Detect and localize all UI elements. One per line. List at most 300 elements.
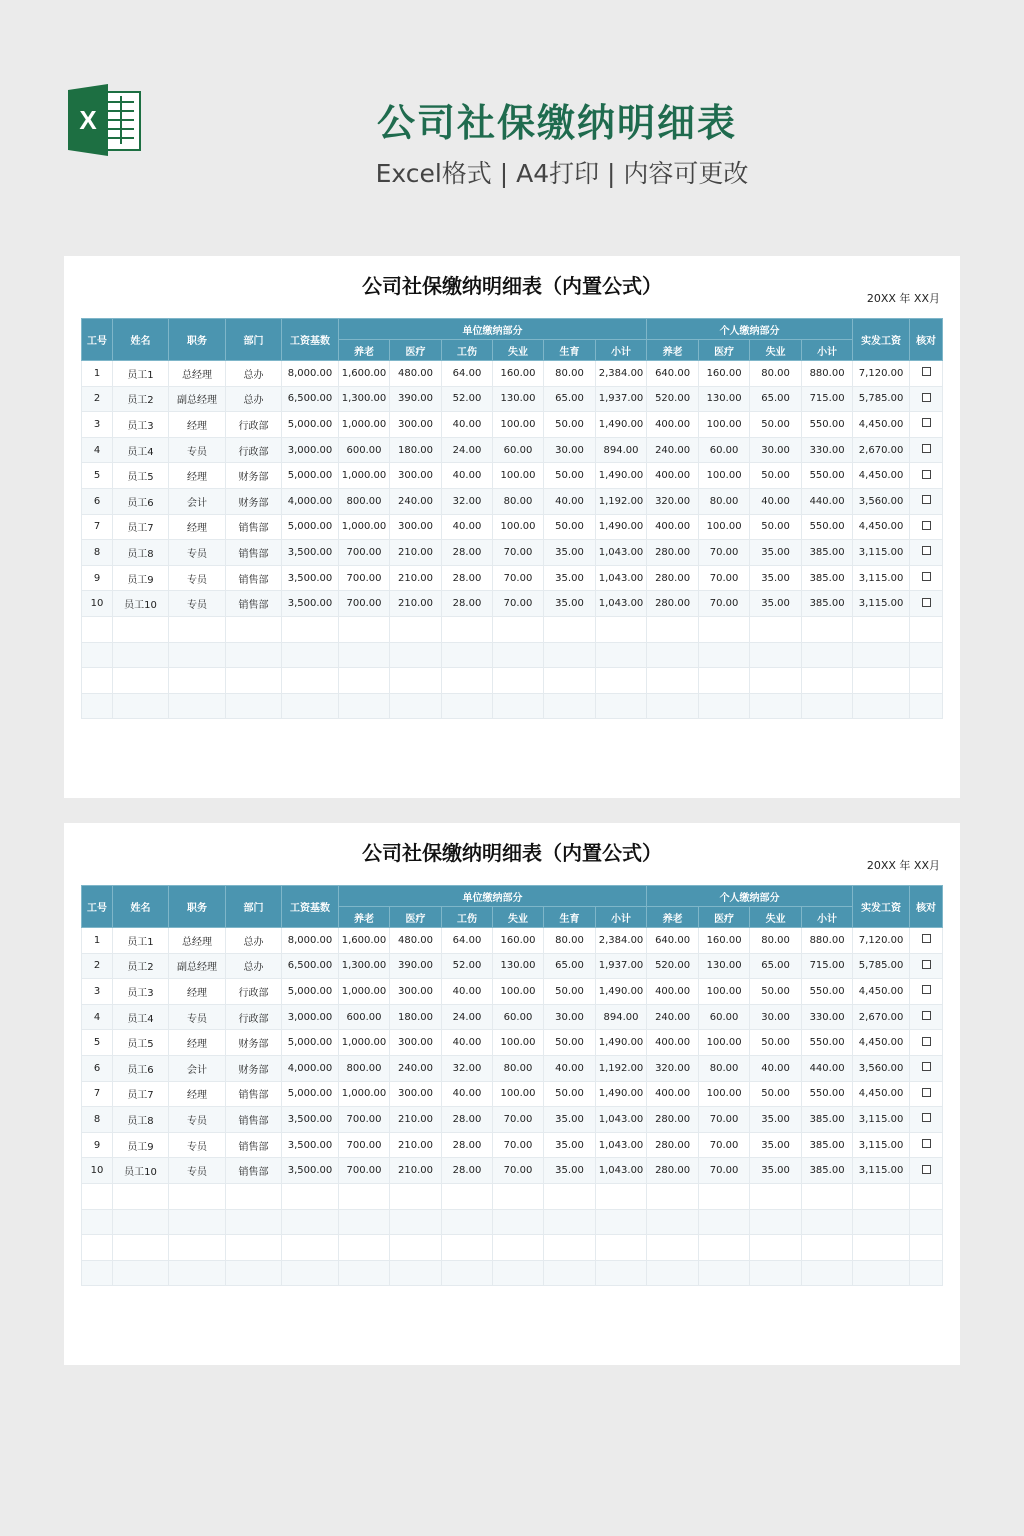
empty-cell: [699, 1235, 750, 1261]
table-cell: 行政部: [226, 412, 282, 438]
empty-cell: [596, 1235, 647, 1261]
table-cell: 40.00: [544, 1055, 596, 1081]
table-cell: 财务部: [226, 1055, 282, 1081]
empty-cell: [750, 1209, 802, 1235]
empty-cell: [390, 1235, 442, 1261]
table-row: [82, 1030, 943, 1056]
check-cell: [910, 1055, 943, 1081]
table-row: [82, 1107, 943, 1133]
table-cell: 副总经理: [169, 386, 226, 412]
table-cell: 160.00: [699, 928, 750, 954]
checkbox-icon[interactable]: [922, 934, 931, 943]
empty-cell: [282, 693, 339, 719]
table-cell: 35.00: [544, 1132, 596, 1158]
col-header-check: 核对: [910, 886, 943, 928]
table-row: [82, 386, 943, 412]
table-cell: 800.00: [339, 488, 390, 514]
table-cell: 400.00: [647, 1030, 699, 1056]
empty-cell: [853, 693, 910, 719]
empty-cell: [493, 693, 544, 719]
checkbox-icon[interactable]: [922, 1139, 931, 1148]
table-cell: 35.00: [750, 591, 802, 617]
empty-cell: [390, 1209, 442, 1235]
empty-cell: [339, 1260, 390, 1286]
checkbox-icon[interactable]: [922, 1113, 931, 1122]
table-cell: 10: [82, 591, 113, 617]
table-cell: 3,500.00: [282, 591, 339, 617]
table-cell: 1,490.00: [596, 463, 647, 489]
table-cell: 1,937.00: [596, 953, 647, 979]
table-cell: 100.00: [493, 1081, 544, 1107]
empty-cell: [596, 1260, 647, 1286]
empty-cell: [544, 616, 596, 642]
table-cell: 员工9: [113, 1132, 169, 1158]
empty-cell: [750, 693, 802, 719]
check-cell: [910, 412, 943, 438]
empty-cell: [493, 1209, 544, 1235]
table-cell: 会计: [169, 1055, 226, 1081]
table-cell: 320.00: [647, 488, 699, 514]
table-cell: 700.00: [339, 1132, 390, 1158]
empty-cell: [113, 668, 169, 694]
empty-cell: [699, 1260, 750, 1286]
checkbox-icon[interactable]: [922, 521, 931, 530]
table-cell: 65.00: [544, 953, 596, 979]
excel-logo-letter: X: [79, 105, 97, 135]
table-cell: 210.00: [390, 1107, 442, 1133]
empty-cell: [699, 1183, 750, 1209]
empty-cell: [442, 693, 493, 719]
table-row: [82, 1055, 943, 1081]
table-cell: 280.00: [647, 1107, 699, 1133]
table-cell: 4,450.00: [853, 514, 910, 540]
check-cell: [910, 1030, 943, 1056]
table-cell: 2: [82, 953, 113, 979]
empty-cell: [82, 642, 113, 668]
checkbox-icon[interactable]: [922, 470, 931, 479]
empty-cell: [282, 1209, 339, 1235]
table-cell: 40.00: [442, 979, 493, 1005]
table-cell: 385.00: [802, 540, 853, 566]
table-cell: 1,000.00: [339, 1081, 390, 1107]
table-cell: 50.00: [750, 463, 802, 489]
table-cell: 员工3: [113, 979, 169, 1005]
table-cell: 总办: [226, 953, 282, 979]
table-cell: 销售部: [226, 540, 282, 566]
checkbox-icon[interactable]: [922, 1165, 931, 1174]
empty-cell: [113, 616, 169, 642]
table-cell: 1,000.00: [339, 979, 390, 1005]
check-cell: [910, 591, 943, 617]
table-cell: 240.00: [390, 488, 442, 514]
table-cell: 280.00: [647, 1158, 699, 1184]
table-cell: 员工6: [113, 488, 169, 514]
empty-cell: [493, 642, 544, 668]
table-row: [82, 979, 943, 1005]
empty-cell: [390, 1183, 442, 1209]
table-cell: 130.00: [699, 953, 750, 979]
table-cell: 副总经理: [169, 953, 226, 979]
table-cell: 80.00: [750, 361, 802, 387]
table-cell: 2,384.00: [596, 928, 647, 954]
table-cell: 60.00: [493, 1004, 544, 1030]
table-cell: 3,500.00: [282, 565, 339, 591]
table-cell: 400.00: [647, 412, 699, 438]
table-cell: 400.00: [647, 463, 699, 489]
table-cell: 550.00: [802, 979, 853, 1005]
table-row: [82, 1004, 943, 1030]
table-cell: 715.00: [802, 386, 853, 412]
checkbox-icon[interactable]: [922, 572, 931, 581]
checkbox-icon[interactable]: [922, 444, 931, 453]
table-cell: 销售部: [226, 514, 282, 540]
table-cell: 销售部: [226, 1132, 282, 1158]
table-cell: 700.00: [339, 565, 390, 591]
table-cell: 60.00: [493, 437, 544, 463]
empty-cell: [647, 668, 699, 694]
checkbox-icon[interactable]: [922, 393, 931, 402]
table-cell: 32.00: [442, 1055, 493, 1081]
check-cell: [910, 488, 943, 514]
check-cell: [910, 979, 943, 1005]
table-cell: 894.00: [596, 437, 647, 463]
table-cell: 100.00: [699, 979, 750, 1005]
table-cell: 52.00: [442, 386, 493, 412]
col-group-personal: 个人缴纳部分: [647, 319, 853, 340]
table-cell: 6,500.00: [282, 386, 339, 412]
table-cell: 1,490.00: [596, 412, 647, 438]
checkbox-icon[interactable]: [922, 546, 931, 555]
table-cell: 28.00: [442, 1107, 493, 1133]
table-cell: 100.00: [699, 514, 750, 540]
empty-cell: [113, 1209, 169, 1235]
table-cell: 440.00: [802, 1055, 853, 1081]
col-header-net-pay: 实发工资: [853, 319, 910, 361]
table-cell: 100.00: [493, 412, 544, 438]
table-cell: 130.00: [493, 386, 544, 412]
empty-cell: [493, 1260, 544, 1286]
check-cell: [910, 386, 943, 412]
table-cell: 100.00: [493, 463, 544, 489]
table-cell: 70.00: [699, 540, 750, 566]
table-cell: 销售部: [226, 1081, 282, 1107]
empty-row: [82, 668, 943, 694]
empty-cell: [226, 1260, 282, 1286]
table-cell: 6,500.00: [282, 953, 339, 979]
table-cell: 8: [82, 540, 113, 566]
empty-cell: [169, 693, 226, 719]
table-cell: 员工4: [113, 437, 169, 463]
table-cell: 员工2: [113, 953, 169, 979]
table-cell: 5,000.00: [282, 412, 339, 438]
table-cell: 28.00: [442, 591, 493, 617]
table-cell: 30.00: [544, 1004, 596, 1030]
empty-cell: [853, 616, 910, 642]
empty-cell: [493, 668, 544, 694]
checkbox-icon[interactable]: [922, 1011, 931, 1020]
table-cell: 700.00: [339, 591, 390, 617]
empty-cell: [910, 1235, 943, 1261]
checkbox-icon[interactable]: [922, 495, 931, 504]
empty-cell: [226, 1209, 282, 1235]
empty-cell: [750, 616, 802, 642]
table-row: [82, 928, 943, 954]
table-cell: 64.00: [442, 928, 493, 954]
table-cell: 80.00: [750, 928, 802, 954]
table-cell: 210.00: [390, 565, 442, 591]
table-cell: 385.00: [802, 565, 853, 591]
table-cell: 7,120.00: [853, 361, 910, 387]
check-cell: [910, 540, 943, 566]
col-header-company-medical: 医疗: [390, 907, 442, 928]
table-row: [82, 437, 943, 463]
table-cell: 700.00: [339, 1107, 390, 1133]
col-header-id: 工号: [82, 886, 113, 928]
empty-cell: [596, 1209, 647, 1235]
table-cell: 32.00: [442, 488, 493, 514]
checkbox-icon[interactable]: [922, 367, 931, 376]
table-cell: 1,043.00: [596, 591, 647, 617]
table-cell: 4,000.00: [282, 488, 339, 514]
col-header-base: 工资基数: [282, 319, 339, 361]
table-cell: 60.00: [699, 1004, 750, 1030]
col-header-company-medical: 医疗: [390, 340, 442, 361]
table-cell: 1,000.00: [339, 463, 390, 489]
page-subtitle: Excel格式 | A4打印 | 内容可更改: [375, 159, 749, 188]
table-cell: 480.00: [390, 361, 442, 387]
table-cell: 10: [82, 1158, 113, 1184]
empty-cell: [82, 1260, 113, 1286]
empty-cell: [802, 616, 853, 642]
table-cell: 400.00: [647, 979, 699, 1005]
header: [0, 0, 1024, 240]
col-header-company-maternity: 生育: [544, 907, 596, 928]
table-cell: 550.00: [802, 412, 853, 438]
checkbox-icon[interactable]: [922, 1062, 931, 1071]
table-cell: 50.00: [544, 514, 596, 540]
table-cell: 160.00: [493, 928, 544, 954]
empty-cell: [390, 616, 442, 642]
empty-cell: [910, 668, 943, 694]
table-cell: 385.00: [802, 1158, 853, 1184]
table-cell: 600.00: [339, 1004, 390, 1030]
table-cell: 80.00: [699, 488, 750, 514]
table-cell: 240.00: [390, 1055, 442, 1081]
empty-cell: [699, 1209, 750, 1235]
table-cell: 70.00: [699, 1158, 750, 1184]
empty-cell: [750, 642, 802, 668]
table-cell: 经理: [169, 1081, 226, 1107]
table-cell: 员工9: [113, 565, 169, 591]
sheet-title: 公司社保缴纳明细表（内置公式）: [362, 274, 662, 298]
check-cell: [910, 1107, 943, 1133]
table-cell: 40.00: [442, 1030, 493, 1056]
empty-cell: [339, 1209, 390, 1235]
table-cell: 1: [82, 361, 113, 387]
table-cell: 300.00: [390, 979, 442, 1005]
empty-cell: [699, 693, 750, 719]
empty-cell: [282, 642, 339, 668]
empty-cell: [647, 642, 699, 668]
empty-row: [82, 1235, 943, 1261]
checkbox-icon[interactable]: [922, 985, 931, 994]
checkbox-icon[interactable]: [922, 960, 931, 969]
empty-cell: [802, 642, 853, 668]
table-cell: 财务部: [226, 463, 282, 489]
empty-cell: [390, 1260, 442, 1286]
table-cell: 50.00: [750, 514, 802, 540]
table-cell: 320.00: [647, 1055, 699, 1081]
social-security-table: [81, 318, 943, 719]
table-cell: 550.00: [802, 514, 853, 540]
table-cell: 员工6: [113, 1055, 169, 1081]
check-cell: [910, 361, 943, 387]
table-cell: 2,670.00: [853, 1004, 910, 1030]
table-cell: 4,450.00: [853, 412, 910, 438]
table-cell: 550.00: [802, 463, 853, 489]
table-cell: 6: [82, 1055, 113, 1081]
table-cell: 员工7: [113, 1081, 169, 1107]
table-cell: 385.00: [802, 591, 853, 617]
empty-cell: [226, 1235, 282, 1261]
empty-cell: [282, 1235, 339, 1261]
col-header-dept: 部门: [226, 319, 282, 361]
empty-cell: [544, 693, 596, 719]
table-cell: 30.00: [750, 437, 802, 463]
empty-cell: [169, 616, 226, 642]
col-header-company-pension: 养老: [339, 907, 390, 928]
table-cell: 员工10: [113, 591, 169, 617]
table-cell: 1,043.00: [596, 540, 647, 566]
empty-cell: [113, 642, 169, 668]
empty-cell: [226, 693, 282, 719]
table-cell: 100.00: [699, 463, 750, 489]
table-row: [82, 591, 943, 617]
table-cell: 28.00: [442, 1132, 493, 1158]
table-cell: 5,785.00: [853, 386, 910, 412]
table-cell: 880.00: [802, 928, 853, 954]
table-cell: 5,000.00: [282, 979, 339, 1005]
empty-cell: [647, 616, 699, 642]
empty-cell: [802, 1209, 853, 1235]
table-cell: 385.00: [802, 1107, 853, 1133]
table-cell: 2: [82, 386, 113, 412]
table-cell: 1,000.00: [339, 514, 390, 540]
table-cell: 700.00: [339, 1158, 390, 1184]
table-cell: 2,670.00: [853, 437, 910, 463]
empty-cell: [596, 642, 647, 668]
checkbox-icon[interactable]: [922, 598, 931, 607]
empty-cell: [853, 1183, 910, 1209]
table-cell: 715.00: [802, 953, 853, 979]
table-cell: 4,000.00: [282, 1055, 339, 1081]
table-cell: 财务部: [226, 488, 282, 514]
table-cell: 70.00: [493, 591, 544, 617]
table-cell: 1,490.00: [596, 979, 647, 1005]
table-cell: 1,300.00: [339, 953, 390, 979]
table-cell: 240.00: [647, 437, 699, 463]
table-cell: 3,500.00: [282, 1158, 339, 1184]
empty-cell: [339, 693, 390, 719]
table-cell: 3: [82, 979, 113, 1005]
empty-cell: [910, 693, 943, 719]
table-cell: 3,500.00: [282, 540, 339, 566]
empty-cell: [910, 642, 943, 668]
col-header-personal-medical: 医疗: [699, 340, 750, 361]
col-header-company-pension: 养老: [339, 340, 390, 361]
empty-cell: [802, 1235, 853, 1261]
empty-cell: [910, 1260, 943, 1286]
table-cell: 3,000.00: [282, 1004, 339, 1030]
table-row: [82, 1081, 943, 1107]
table-row: [82, 540, 943, 566]
table-cell: 65.00: [544, 386, 596, 412]
check-cell: [910, 1132, 943, 1158]
table-cell: 40.00: [442, 1081, 493, 1107]
table-cell: 3,560.00: [853, 1055, 910, 1081]
table-cell: 520.00: [647, 386, 699, 412]
table-cell: 60.00: [699, 437, 750, 463]
table-cell: 210.00: [390, 591, 442, 617]
table-cell: 销售部: [226, 565, 282, 591]
checkbox-icon[interactable]: [922, 1037, 931, 1046]
table-cell: 28.00: [442, 565, 493, 591]
check-cell: [910, 1158, 943, 1184]
col-header-base: 工资基数: [282, 886, 339, 928]
table-cell: 9: [82, 1132, 113, 1158]
checkbox-icon[interactable]: [922, 1088, 931, 1097]
table-cell: 销售部: [226, 1107, 282, 1133]
empty-cell: [750, 1183, 802, 1209]
empty-cell: [596, 668, 647, 694]
table-cell: 总经理: [169, 361, 226, 387]
empty-cell: [596, 616, 647, 642]
checkbox-icon[interactable]: [922, 418, 931, 427]
table-row: [82, 463, 943, 489]
table-row: [82, 514, 943, 540]
table-cell: 30.00: [750, 1004, 802, 1030]
empty-cell: [282, 668, 339, 694]
col-header-personal-subtotal: 小计: [802, 340, 853, 361]
table-cell: 员工2: [113, 386, 169, 412]
table-row: [82, 953, 943, 979]
empty-cell: [647, 1235, 699, 1261]
table-cell: 1: [82, 928, 113, 954]
table-cell: 经理: [169, 514, 226, 540]
empty-cell: [544, 1209, 596, 1235]
table-cell: 210.00: [390, 540, 442, 566]
table-row: [82, 412, 943, 438]
table-cell: 35.00: [750, 1158, 802, 1184]
col-header-position: 职务: [169, 319, 226, 361]
table-cell: 1,600.00: [339, 928, 390, 954]
table-cell: 160.00: [493, 361, 544, 387]
table-cell: 销售部: [226, 1158, 282, 1184]
table-cell: 50.00: [544, 979, 596, 1005]
table-cell: 385.00: [802, 1132, 853, 1158]
table-cell: 390.00: [390, 386, 442, 412]
table-cell: 70.00: [493, 540, 544, 566]
table-cell: 40.00: [442, 412, 493, 438]
empty-row: [82, 693, 943, 719]
table-cell: 210.00: [390, 1158, 442, 1184]
table-cell: 70.00: [699, 565, 750, 591]
table-cell: 1,043.00: [596, 1107, 647, 1133]
table-cell: 1,043.00: [596, 1158, 647, 1184]
empty-cell: [802, 1183, 853, 1209]
table-cell: 4,450.00: [853, 979, 910, 1005]
empty-cell: [339, 668, 390, 694]
